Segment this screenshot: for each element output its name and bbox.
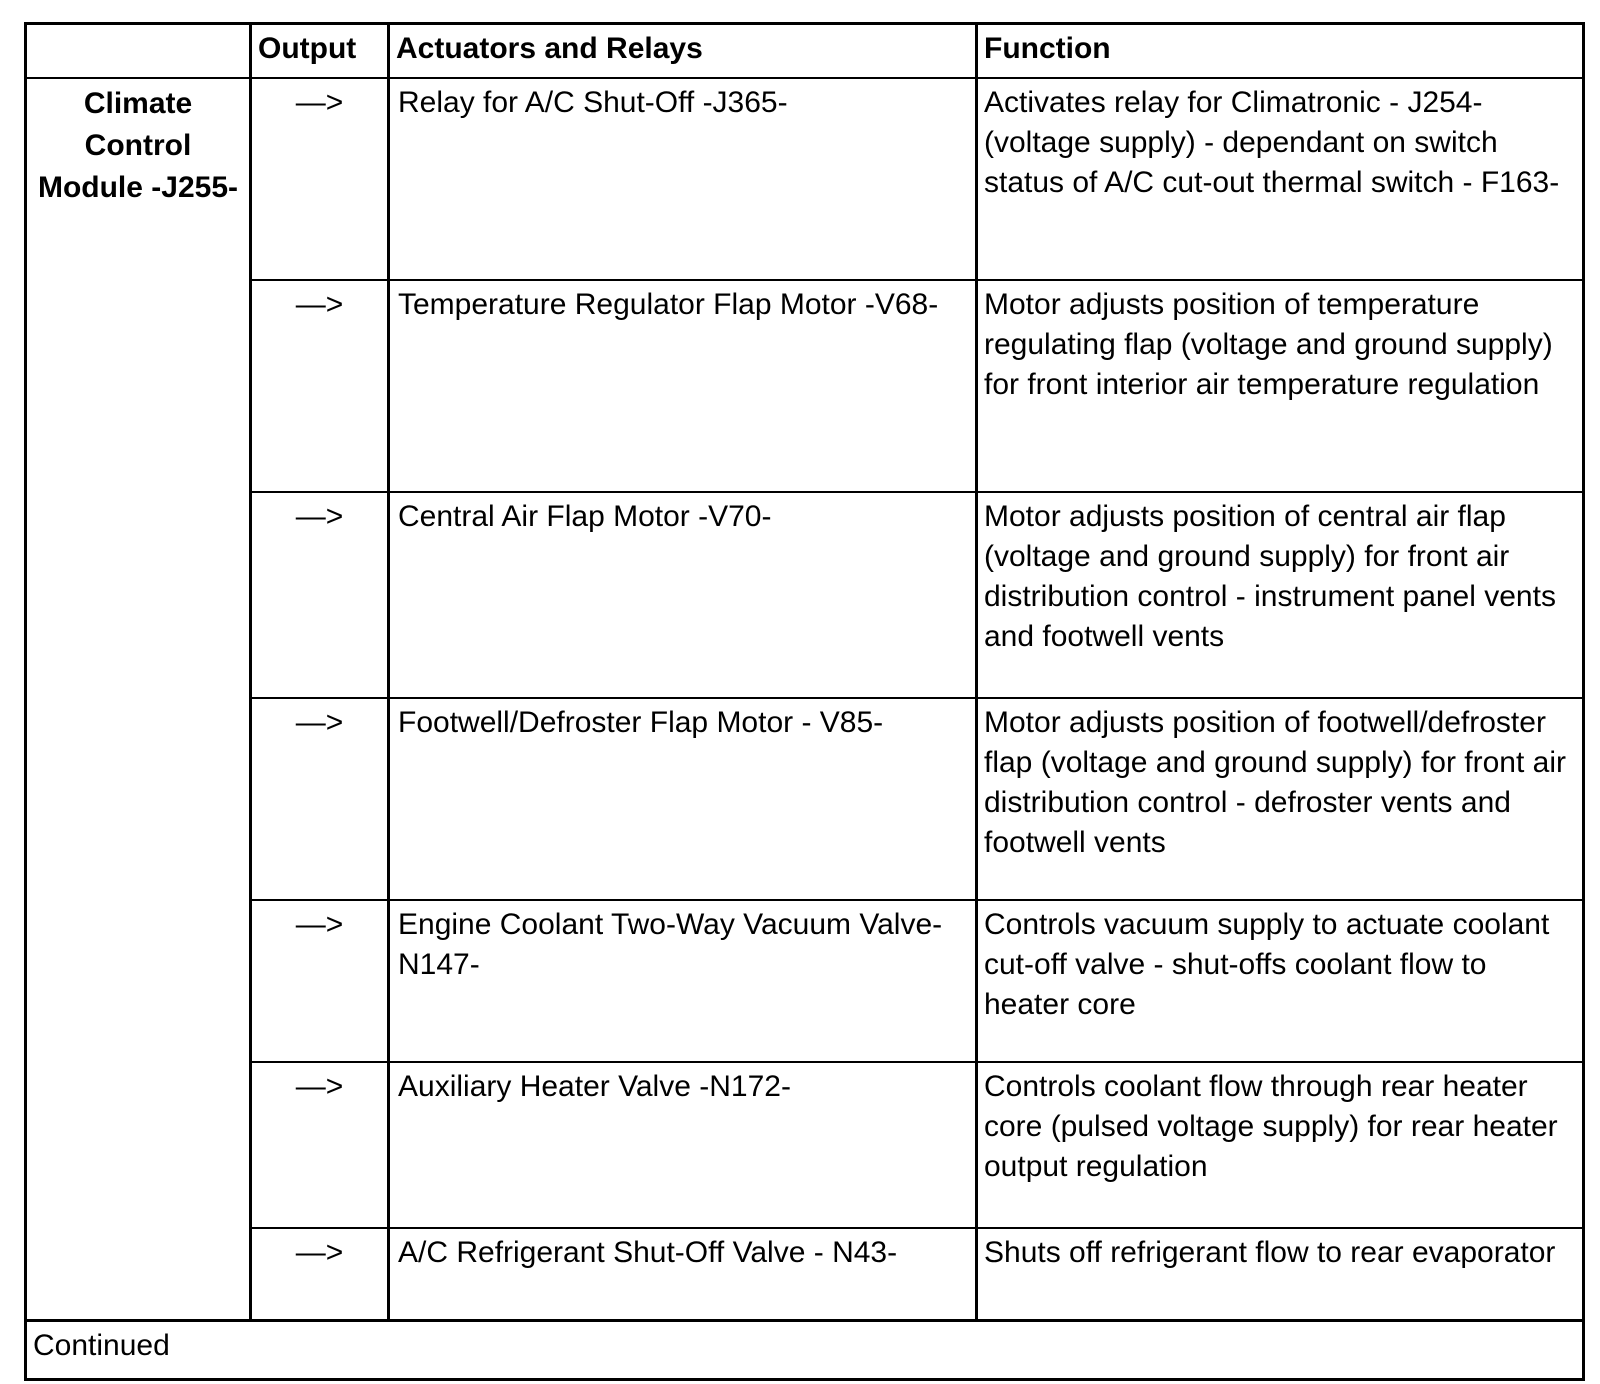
continued-label: Continued	[33, 1329, 170, 1362]
actuator-name: Relay for A/C Shut-Off -J365-	[389, 78, 977, 280]
actuator-name: A/C Refrigerant Shut-Off Valve - N43-	[389, 1228, 977, 1321]
actuator-name: Central Air Flap Motor -V70-	[389, 492, 977, 698]
actuator-name: Temperature Regulator Flap Motor -V68-	[389, 280, 977, 492]
module-name-line2: Control	[84, 129, 192, 162]
table-row	[26, 1062, 1584, 1228]
actuator-name: Engine Coolant Two-Way Vacuum Valve-N147-	[389, 900, 977, 1062]
output-arrow: —>	[251, 280, 389, 492]
table-row	[26, 900, 1584, 1062]
header-blank	[26, 24, 251, 79]
output-arrow: —>	[251, 78, 389, 280]
actuator-relay-table	[24, 22, 1585, 1381]
output-arrow: —>	[251, 1062, 389, 1228]
function-description: Activates relay for Climatronic - J254- (voltage supply) - dependant on switch status of A/C cut-out thermal switch - F163-	[977, 78, 1584, 280]
table-row	[26, 492, 1584, 698]
function-description: Motor adjusts position of central air flap (voltage and ground supply) for front air distribution control - instrument panel vents and footwell vents	[977, 492, 1584, 698]
function-description: Motor adjusts position of temperature regulating flap (voltage and ground supply) for front interior air temperature regulation	[977, 280, 1584, 492]
table-row	[26, 1228, 1584, 1321]
table-row	[26, 698, 1584, 900]
output-arrow: —>	[251, 698, 389, 900]
footer-row	[26, 1321, 1584, 1380]
header-output: Output	[251, 24, 389, 79]
output-arrow: —>	[251, 1228, 389, 1321]
header-actuators: Actuators and Relays	[389, 24, 977, 79]
table-row	[26, 280, 1584, 492]
module-name-line3: Module -J255-	[37, 171, 239, 204]
function-description: Controls coolant flow through rear heater core (pulsed voltage supply) for rear heater output regulation	[977, 1062, 1584, 1228]
header-row	[26, 24, 1584, 79]
actuator-name: Auxiliary Heater Valve -N172-	[389, 1062, 977, 1228]
header-function: Function	[977, 24, 1584, 79]
actuator-name: Footwell/Defroster Flap Motor - V85-	[389, 698, 977, 900]
function-description: Motor adjusts position of footwell/defroster flap (voltage and ground supply) for front air distribution control - defroster vents and footwell vents	[977, 698, 1584, 900]
function-description: Controls vacuum supply to actuate coolant cut-off valve - shut-offs coolant flow to heater core	[977, 900, 1584, 1062]
function-description: Shuts off refrigerant flow to rear evaporator	[977, 1228, 1584, 1321]
output-arrow: —>	[251, 900, 389, 1062]
table-row	[26, 78, 1584, 280]
module-name-line1: Climate	[83, 87, 193, 120]
module-cell	[26, 78, 251, 1321]
output-arrow: —>	[251, 492, 389, 698]
